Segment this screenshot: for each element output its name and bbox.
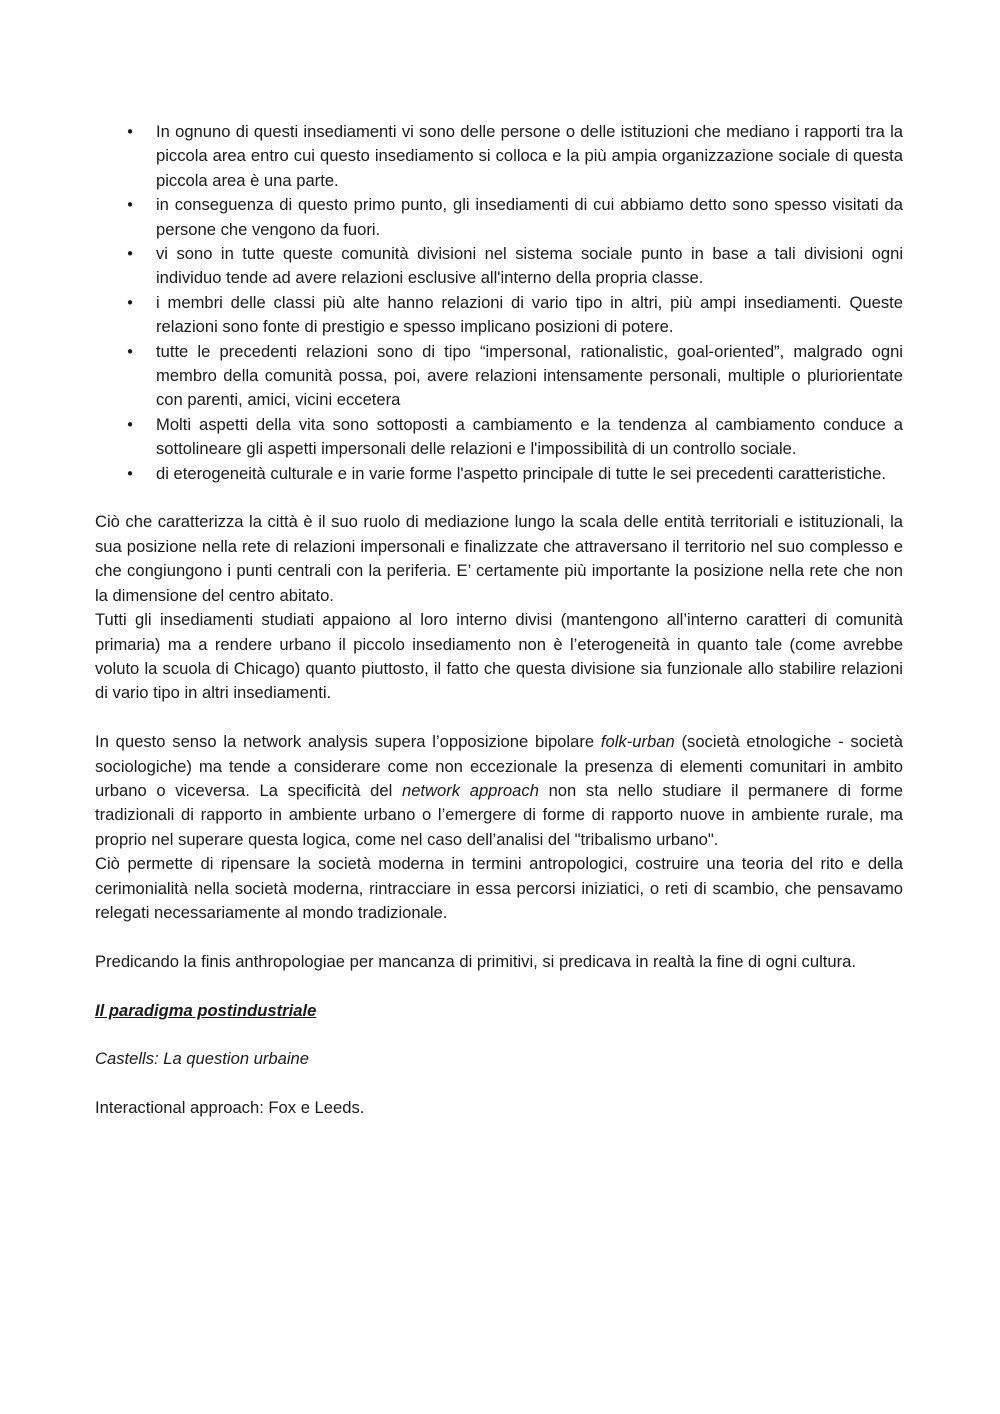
characteristics-list (95, 120, 903, 486)
spacer (95, 1023, 903, 1047)
bullet-icon: • (125, 293, 135, 312)
list-item (95, 242, 903, 291)
list-item-text: di eterogeneità culturale e in varie forme l'aspetto principale di tutte le sei precedenti caratteristiche. (156, 463, 887, 483)
castells-reference: Castells: La question urbaine (95, 1049, 310, 1069)
list-item (95, 413, 903, 462)
list-item (95, 193, 903, 242)
text-run: non sta nello studiare il permanere di forme tradizionali di rapporto in ambiente urbano o l’emergere di forme di rapporto nuove in ambiente rurale, ma proprio nel superare questa logica, come nel caso dell’analisi del "tribalismo urbano". (95, 780, 903, 849)
list-item (95, 120, 903, 193)
paragraph-settlements: Tutti gli insediamenti studiati appaiono al loro interno divisi (mantengono all’interno caratteri di comunità primaria) ma a rendere urbano il piccolo insediamento non è l’eterogeneità in quanto tale (come avrebbe voluto la scuola di Chicago) quanto piuttosto, il fatto che questa divisione sia funzionale allo stabilire relazioni di vario tipo in altri insediamenti. (95, 610, 903, 703)
spacer (95, 974, 903, 998)
paragraph-modern-society: Ciò permette di ripensare la società moderna in termini antropologici, costruire una teoria del rito e della cerimonialità nella società moderna, rintracciare in essa percorsi iniziatici, o reti di scambio, che pensavamo relegati necessariamente al mondo tradizionale. (95, 854, 903, 922)
list-item-text: tutte le precedenti relazioni sono di tipo “impersonal, rationalistic, goal-oriented”, malgrado ogni membro della comunità possa, poi, avere relazioni intensamente personali, multiple o pluriorientate con parenti, amici, vicini eccetera (156, 341, 903, 410)
list-item (95, 462, 903, 486)
paragraph-finis-anthropologiae: Predicando la finis anthropologiae per mancanza di primitivi, si predicava in realtà la fine di ogni cultura. (95, 951, 856, 971)
paragraph-city-mediation: Ciò che caratterizza la città è il suo ruolo di mediazione lungo la scala delle entità territoriali e istituzionali, la sua posizione nella rete di relazioni impersonali e finalizzate che attraversano il territorio nel suo complesso e che congiungono i punti centrali con la periferia. E’ certamente più importante la posizione nella rete che non la dimensione del centro abitato. (95, 512, 903, 605)
bullet-icon: • (125, 123, 135, 141)
spacer (95, 486, 903, 510)
bullet-icon: • (125, 464, 135, 483)
list-item-text: Molti aspetti della vita sono sottoposti a cambiamento e la tendenza al cambiamento conduce a sottolineare gli aspetti impersonali delle relazioni e l'impossibilità di un controllo sociale. (156, 414, 903, 459)
list-item (95, 340, 903, 413)
text-run-italic: folk-urban (600, 732, 675, 752)
list-item (95, 291, 903, 340)
spacer (95, 925, 903, 949)
text-run: (società etnologiche - società sociologiche) ma tende a considerare come non eccezionale la presenza di elementi comunitari in ambito urbano o viceversa. La specificità del (95, 732, 903, 800)
list-item-text: i membri delle classi più alte hanno relazioni di vario tipo in altri, più ampi insediamenti. Queste relazioni sono fonte di prestigio e spesso implicano posizioni di potere. (156, 292, 903, 337)
bullet-icon: • (125, 245, 135, 264)
bullet-icon: • (125, 342, 135, 361)
page-content (95, 120, 903, 1121)
bullet-icon: • (125, 196, 135, 215)
text-run: In questo senso la network analysis supera l’opposizione bipolare (95, 732, 601, 752)
list-item-text: In ognuno di questi insediamenti vi sono delle persone o delle istituzioni che mediano i rapporti tra la piccola area entro cui questo insediamento si colloca e la più ampia organizzazione sociale di questa piccola area è una parte. (156, 122, 903, 190)
paragraph-network-analysis (95, 730, 903, 852)
spacer (95, 706, 903, 730)
list-item-text: vi sono in tutte queste comunità divisioni nel sistema sociale punto in base a tali divisioni ogni individuo tende ad avere relazioni esclusive all'interno della propria classe. (156, 244, 903, 288)
section-heading: Il paradigma postindustriale (95, 1000, 317, 1020)
list-item-text: in conseguenza di questo primo punto, gli insediamenti di cui abbiamo detto sono spesso visitati da persone che vengono da fuori. (156, 195, 903, 239)
text-run-italic: network approach (401, 780, 539, 800)
interactional-approach: Interactional approach: Fox e Leeds. (95, 1098, 365, 1118)
bullet-icon: • (125, 415, 135, 434)
spacer (95, 1072, 903, 1096)
